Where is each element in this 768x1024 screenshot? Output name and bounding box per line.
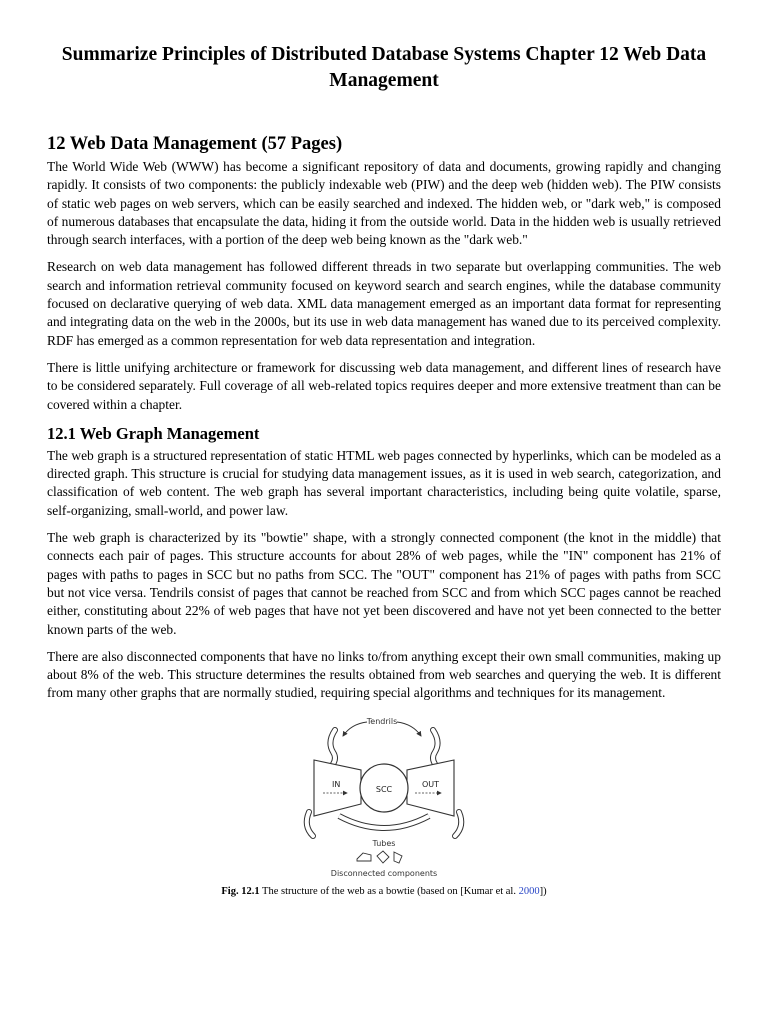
disconnected-shape-1 — [357, 853, 371, 861]
bowtie-figure — [47, 712, 721, 897]
tendrils-label: Tendrils — [366, 716, 398, 726]
section-paragraph-2: Research on web data management has followed different threads in two separate but overlapping communities. The web search and information retrieval community focused on keyword search and search engines, while the database community focused on declarative querying of web data. XML data management emerged as an important data format for representing and integrating data on the web in the 2000s, but its use in web data management has waned due to its perceived complexity. RDF has emerged as a common representation for web data representation and integration. — [47, 259, 721, 348]
bowtie-diagram — [299, 712, 469, 882]
subsection-paragraph-2: The web graph is characterized by its "bowtie" shape, with a strongly connected component (the knot in the middle) that connects each pair of pages. This structure accounts for about 28% of web pages, while the "IN" component has 21% of pages with paths to pages in SCC but no paths from SCC. The "OUT" component has 21% of pages with paths from SCC but not vice versa. Tendrils consist of pages that cannot be reached from SCC and from which SCC pages cannot be reached either, constituting about 22% of web pages that have not yet been discovered and have not yet been connected to the better known parts of the web. — [47, 530, 721, 637]
section-heading: 12 Web Data Management (57 Pages) — [47, 134, 343, 154]
section-paragraph-1: The World Wide Web (WWW) has become a significant repository of data and documents, growing rapidly and changing rapidly. It consists of two components: the publicly indexable web (PIW) and the deep web (hidden web). The PIW consists of static web pages on web servers, which can be easily searched and indexed. The hidden web, or "dark web," is composed of numerous databases that encapsulate the data, hiding it from the outside world. Data in the hidden web is usually retrieved through search interfaces, with a portion of the deep web being known as the "dark web." — [47, 159, 721, 248]
document-title: Summarize Principles of Distributed Database Systems Chapter 12 Web Data Management — [61, 44, 707, 91]
figure-number: Fig. 12.1 — [221, 885, 260, 897]
figure-caption-year-link[interactable]: 2000 — [518, 885, 540, 897]
figure-caption — [47, 886, 721, 897]
subsection-heading: 12.1 Web Graph Management — [47, 423, 260, 443]
in-label: IN — [332, 779, 341, 789]
scc-label: SCC — [375, 784, 393, 794]
disconnected-shape-3 — [394, 852, 402, 863]
out-label: OUT — [422, 779, 440, 789]
tendrils-arrow-left — [343, 722, 367, 736]
disconnected-label: Disconnected components — [330, 868, 438, 878]
figure-caption-text: The structure of the web as a bowtie (based on [Kumar et al. — [262, 885, 516, 897]
disconnected-shape-2 — [377, 851, 389, 863]
tubes-label: Tubes — [372, 838, 396, 848]
document-body — [47, 132, 721, 897]
figure-caption-end: ]) — [539, 885, 547, 897]
subsection-paragraph-3: There are also disconnected components that have no links to/from anything except their own small communities, making up about 8% of the web. This structure determines the results obtained from web searches and querying the web. It is different from many other graphs that are normally studied, requiring special algorithms and techniques for its management. — [47, 648, 721, 701]
subsection-paragraph-1: The web graph is a structured representation of static HTML web pages connected by hyperlinks, which can be modeled as a directed graph. This structure is crucial for studying data management issues, as it is used in web search, categorization, and classification of web content. The web graph has several important characteristics, including being quite volatile, sparse, self-organizing, small-world, and power law. — [47, 447, 721, 518]
tendrils-arrow-right — [397, 722, 421, 736]
section-paragraph-3: There is little unifying architecture or framework for discussing web data management, and different lines of research have to be considered separately. Full coverage of all web-related topics requires deeper and more extensive treatment than can be covered within a chapter. — [47, 359, 721, 412]
